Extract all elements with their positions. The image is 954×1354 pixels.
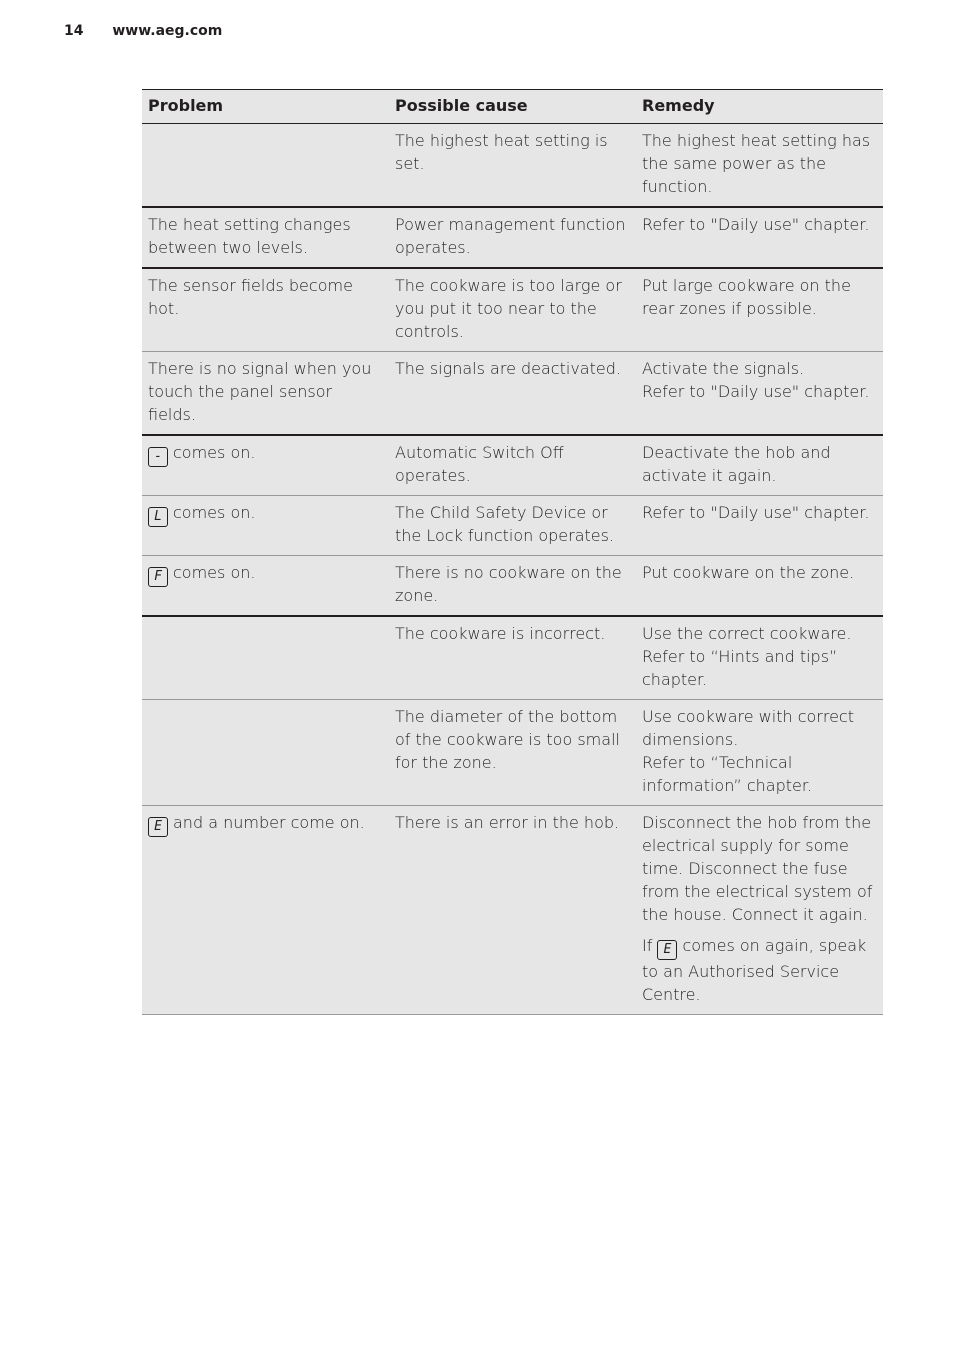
cause-cell: The cookware is too large or you put it too near to the controls. (389, 268, 636, 352)
table-row (142, 124, 883, 208)
page-header (64, 23, 222, 39)
table-header-row (142, 90, 883, 124)
table-row (142, 700, 883, 806)
problem-cell: The heat setting changes between two levels. (142, 207, 389, 268)
problem-text: comes on. (173, 563, 256, 582)
problem-cell: There is no signal when you touch the panel sensor fields. (142, 352, 389, 436)
cause-cell: There is an error in the hob. (389, 806, 636, 1015)
problem-cell: The sensor fields become hot. (142, 268, 389, 352)
lock-display-symbol-icon: L (148, 507, 168, 527)
cause-cell: There is no cookware on the zone. (389, 556, 636, 617)
remedy-line (642, 934, 879, 1006)
table-row (142, 496, 883, 556)
troubleshooting-table (142, 89, 883, 1015)
error-display-symbol-icon: E (148, 817, 168, 837)
remedy-cell: Put cookware on the zone. (636, 556, 883, 617)
table-row (142, 352, 883, 436)
cause-cell: The diameter of the bottom of the cookware is too small for the zone. (389, 700, 636, 806)
remedy-line: Activate the signals. (642, 359, 805, 378)
website-url: www.aeg.com (112, 23, 223, 39)
remedy-cell: Deactivate the hob and activate it again. (636, 435, 883, 496)
remedy-line: Refer to "Daily use" chapter. (642, 382, 870, 401)
problem-cell (142, 616, 389, 700)
column-header-possible-cause: Possible cause (389, 90, 636, 124)
table-row (142, 207, 883, 268)
cause-cell: Power management function operates. (389, 207, 636, 268)
problem-cell (142, 124, 389, 208)
error-display-symbol-icon: E (657, 940, 677, 960)
remedy-cell: Put large cookware on the rear zones if possible. (636, 268, 883, 352)
table-row (142, 616, 883, 700)
remedy-cell: The highest heat setting has the same power as the function. (636, 124, 883, 208)
column-header-remedy: Remedy (636, 90, 883, 124)
problem-cell (142, 700, 389, 806)
remedy-line: Disconnect the hob from the electrical supply for some time. Disconnect the fuse from the electrical system of the house. Connect it again. (642, 813, 873, 924)
cause-cell: The signals are deactivated. (389, 352, 636, 436)
column-header-problem: Problem (142, 90, 389, 124)
table-row (142, 806, 883, 1015)
no-cookware-display-symbol-icon: F (148, 567, 168, 587)
remedy-if-text: If (642, 936, 653, 955)
cause-cell: The Child Safety Device or the Lock function operates. (389, 496, 636, 556)
problem-text: comes on. (173, 443, 256, 462)
remedy-cell (636, 806, 883, 1015)
remedy-text: comes on again, speak to an Authorised Service Centre. (642, 936, 867, 1004)
cause-cell: The cookware is incorrect. (389, 616, 636, 700)
remedy-cell (636, 352, 883, 436)
problem-cell (142, 435, 389, 496)
remedy-line: Use the correct cookware. (642, 624, 852, 643)
problem-cell (142, 806, 389, 1015)
table-row (142, 435, 883, 496)
remedy-cell: Refer to "Daily use" chapter. (636, 207, 883, 268)
cause-cell: The highest heat setting is set. (389, 124, 636, 208)
problem-cell (142, 496, 389, 556)
table-row (142, 268, 883, 352)
dash-display-symbol-icon: - (148, 447, 168, 467)
remedy-cell (636, 616, 883, 700)
problem-text: and a number come on. (173, 813, 365, 832)
remedy-cell: Refer to "Daily use" chapter. (636, 496, 883, 556)
remedy-line: Refer to “Hints and tips” chapter. (642, 647, 838, 689)
page-number: 14 (64, 23, 84, 39)
table-row (142, 556, 883, 617)
remedy-line: Use cookware with correct dimensions. (642, 707, 854, 749)
problem-cell (142, 556, 389, 617)
remedy-cell (636, 700, 883, 806)
cause-cell: Automatic Switch Off operates. (389, 435, 636, 496)
problem-text: comes on. (173, 503, 256, 522)
remedy-line: Refer to “Technical information” chapter. (642, 753, 813, 795)
